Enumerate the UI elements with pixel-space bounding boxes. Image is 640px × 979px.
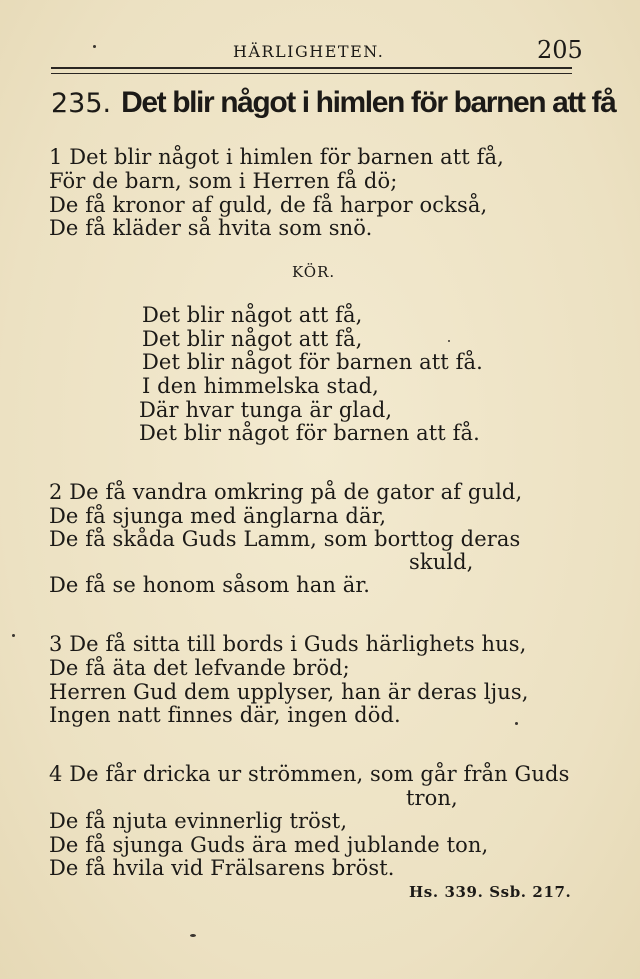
print-speck: [448, 340, 450, 342]
hymn-reference: Hs. 339. Ssb. 217.: [409, 883, 572, 901]
chorus-heading: KÖR.: [292, 263, 336, 281]
chorus-line: Det blir något för barnen att få.: [139, 421, 480, 445]
verse-2-line: De få sjunga med änglarna där,: [49, 504, 387, 528]
verse-3-line: Herren Gud dem upplyser, han är deras ljus,: [49, 680, 529, 704]
header-rule: [51, 67, 572, 69]
verse-1-line: De få kronor af guld, de få harpor också,: [49, 193, 488, 217]
page-number: 205: [537, 36, 583, 64]
verse-3-line: Ingen natt finnes där, ingen död.: [49, 703, 401, 727]
running-head: HÄRLIGHETEN.: [233, 42, 385, 61]
hymn-title: [51, 86, 615, 120]
verse-4-line: De få njuta evinnerlig tröst,: [49, 809, 348, 833]
verse-4-line: tron,: [406, 786, 458, 810]
verse-4-line: 4 De får dricka ur strömmen, som går från Guds: [49, 762, 570, 786]
print-speck: [515, 722, 518, 725]
verse-3-line: De få äta det lefvande bröd;: [49, 656, 350, 680]
verse-2-line: 2 De få vandra omkring på de gator af guld,: [49, 480, 523, 504]
print-speck: [93, 45, 96, 48]
verse-4-line: De få sjunga Guds ära med jublande ton,: [49, 833, 489, 857]
verse-3-line: 3 De få sitta till bords i Guds härlighets hus,: [49, 632, 527, 656]
header-rule-thin: [51, 73, 572, 74]
verse-2-line: De få se honom såsom han är.: [49, 573, 370, 597]
hymn-title-text: Det blir något i himlen för barnen att få: [121, 86, 616, 119]
verse-4-line: De få hvila vid Frälsarens bröst.: [49, 856, 395, 880]
hymn-number: 235.: [51, 88, 112, 119]
chorus-line: Det blir något för barnen att få.: [142, 350, 483, 374]
verse-1-line: För de barn, som i Herren få dö;: [49, 169, 398, 193]
verse-1-line: 1 Det blir något i himlen för barnen att få,: [49, 145, 504, 169]
verse-2-line: skuld,: [409, 550, 474, 574]
print-speck: [190, 934, 196, 937]
chorus-line: Där hvar tunga är glad,: [139, 398, 393, 422]
chorus-line: I den himmelska stad,: [142, 374, 379, 398]
chorus-line: Det blir något att få,: [142, 327, 363, 351]
print-speck: [12, 634, 15, 637]
chorus-line: Det blir något att få,: [142, 303, 363, 327]
verse-2-line: De få skåda Guds Lamm, som borttog deras: [49, 527, 521, 551]
verse-1-line: De få kläder så hvita som snö.: [49, 216, 373, 240]
